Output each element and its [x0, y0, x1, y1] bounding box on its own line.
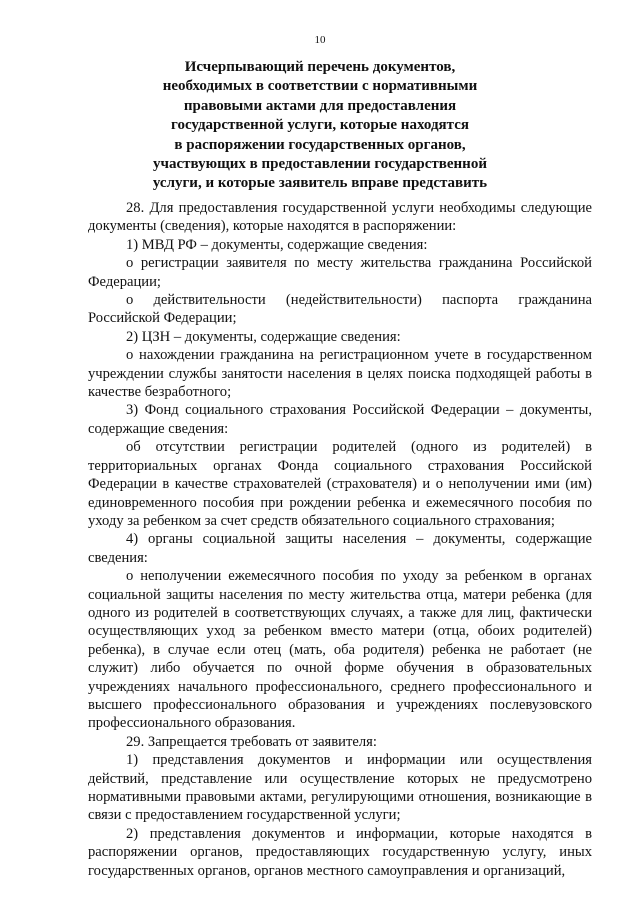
paragraph-28-intro: 28. Для предоставления государственной услуги необходимы следующие документы (сведения), которые находятся в распоряжении: — [88, 200, 592, 235]
title-line: в распоряжении государственных органов, — [174, 136, 466, 153]
paragraph-29-item-2: 2) представления документов и информации, которые находятся в распоряжении органов, предоставляющих государственную услугу, иных государственных органов, органов местного самоуправления и организаций, — [88, 825, 592, 879]
document-body — [88, 199, 592, 880]
paragraph-mvd: 1) МВД РФ – документы, содержащие сведения: — [126, 236, 428, 253]
title-line: участвующих в предоставлении государственной — [153, 156, 487, 173]
title-line: необходимых в соответствии с нормативными — [162, 78, 478, 95]
paragraph-social-protection: 4) органы социальной защиты населения – документы, содержащие сведения: — [88, 531, 592, 566]
paragraph-fss-details: об отсутствии регистрации родителей (одного из родителей) в территориальных органах Фонда социального страхования Российской Федерации в качестве страхователей (страхователя) и о неполучении ими (им) единовременного пособия при рождении ребенка и ежемесячного пособия по уходу за ребенком за счет средств обязательного социального страхования; — [88, 439, 592, 529]
paragraph-registration: о регистрации заявителя по месту жительства гражданина Российской Федерации; — [88, 255, 592, 290]
title-line: услуги, и которые заявитель вправе представить — [152, 175, 488, 192]
paragraph-29-intro: 29. Запрещается требовать от заявителя: — [126, 733, 377, 750]
paragraph-fss: 3) Фонд социального страхования Российской Федерации – документы, содержащие сведения: — [88, 402, 592, 437]
title-line: правовыми актами для предоставления — [183, 97, 457, 114]
paragraph-czn: 2) ЦЗН – документы, содержащие сведения: — [126, 328, 401, 345]
paragraph-29-item-1: 1) представления документов и информации или осуществления действий, представление или осуществление которых не предусмотрено нормативными правовыми актами, регулирующими отношения, возникающие в связи с предоставлением государственной услуги; — [88, 752, 592, 824]
title-line: государственной услуги, которые находятся — [171, 117, 469, 134]
title-line: Исчерпывающий перечень документов, — [184, 59, 456, 75]
paragraph-unemployment: о нахождении гражданина на регистрационном учете в государственном учреждении службы занятости населения в целях поиска подходящей работы в качестве безработного; — [88, 347, 592, 401]
paragraph-passport: о действительности (недействительности) паспорта гражданина Российской Федерации; — [88, 292, 592, 327]
section-title — [120, 58, 520, 194]
page-number: 10 — [314, 34, 326, 46]
paragraph-allowance-details: о неполучении ежемесячного пособия по уходу за ребенком в органах социальной защиты населения по месту жительства отца, матери ребенка (для одного из родителей в соответствующих случаях, а также для лиц, фактически осуществляющих уход за ребенком вместо матери (отца, обоих родителей) ребенка), в случае если отец (мать, оба родителя) ребенка не работает (не служит) либо обучается по очной форме обучения в образовательных учреждениях начального профессионального, среднего профессионального и высшего профессионального образования и учреждениях послевузовского профессионального образования. — [88, 568, 592, 732]
